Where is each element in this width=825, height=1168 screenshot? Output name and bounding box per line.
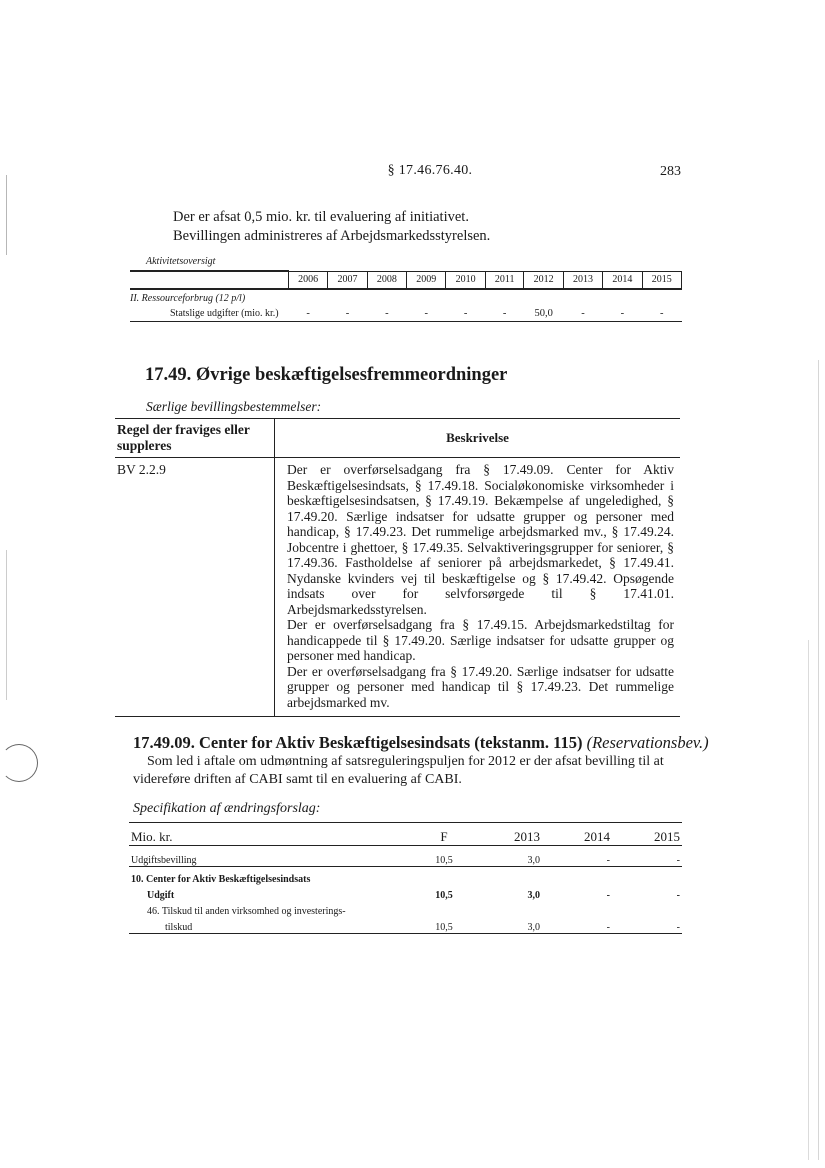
spec-table [129,822,682,934]
col-header-rule: Regel der fraviges eller suppleres [115,419,275,458]
year-cell: 2015 [642,271,681,289]
spec-row [129,846,682,867]
value-cell: - [367,306,406,322]
scan-edge-mark [6,175,7,255]
value-cell: - [563,306,602,322]
spec-header-col: 2013 [472,823,542,846]
year-cell: 2010 [446,271,485,289]
year-cell: 2012 [524,271,563,289]
value-cell: - [642,306,681,322]
subsection-title [133,733,709,753]
punch-hole-mark [0,744,38,782]
value-cell: - [485,306,524,322]
year-cell: 2008 [367,271,406,289]
spec-value: - [606,890,610,901]
value-cell: - [603,306,642,322]
scan-edge-mark [6,550,7,700]
activity-caption: Aktivitetsoversigt [146,256,216,267]
activity-row [130,289,682,306]
spec-value: 10,5 [435,890,453,901]
spec-row-label: Udgift [147,890,175,901]
activity-table [130,270,682,322]
subsection-title-main: 17.49.09. Center for Aktiv Beskæftigelsesindsats (tekstanm. 115) [133,733,583,752]
spec-header-col: F [416,823,472,846]
spec-value: - [612,917,682,934]
spec-row-label: tilskud [129,917,416,934]
value-cell: - [328,306,367,322]
spec-row [129,901,682,917]
rule-cell: BV 2.2.9 [115,458,275,717]
year-cell: 2009 [407,271,446,289]
spec-row-label: 46. Tilskud til anden virksomhed og investerings- [147,906,346,917]
spec-value: - [676,890,680,901]
year-cell: 2011 [485,271,524,289]
spec-row-label: Udgiftsbevilling [129,846,416,867]
value-cell: - [407,306,446,322]
description-paragraph: Der er overførselsadgang fra § 17.49.20. Særlige indsatser for udsatte grupper og personer med handicap til § 17.49.23. Det rummelige arbejdsmarked mv. [287,663,674,710]
provisions-row [115,458,680,717]
value-cell: - [289,306,328,322]
page-number: 283 [660,164,681,179]
spec-row-label: 10. Center for Aktiv Beskæftigelsesindsats [131,874,311,885]
provisions-header-row [115,419,680,458]
value-cell: - [446,306,485,322]
subsection-paragraph: Som led i aftale om udmøntning af satsreguleringspuljen for 2012 er der afsat bevilling til at videreføre driften af CABI samt til en evaluering af CABI. [133,754,664,787]
value-cell: 50,0 [524,306,563,322]
spec-value: 3,0 [472,917,542,934]
spec-header-col: 2015 [612,823,682,846]
spec-row [129,885,682,901]
section-title: 17.49. Øvrige beskæftigelsesfremmeordninger [145,365,508,385]
year-cell: 2014 [603,271,642,289]
description-paragraph: Der er overførselsadgang fra § 17.49.09. Center for Aktiv Beskæftigelsesindsats, § 17.49.18. Socialøkonomiske virksomheder i beskæftigelsesindsatsen, § 17.49.19. Bekæmpelse af ungeledighed, § 17.49.20. Særlige indsatser for udsatte grupper og personer med handicap, § 17.49.23. Det rummelige arbejdsmarked mv., § 17.49.24. Jobcentre i ghettoer, § 17.49.35. Selvaktiveringsgrupper for seniorer, § 17.49.36. Fastholdelse af seniorer på arbejdsmarkedet, § 17.49.41. Nydanske kvinders vej til beskæftigelse og § 17.49.42. Opsøgende indsats over for selvforsørgede til § 17.41.01. Arbejdsmarkedsstyrelsen. [287,462,674,617]
description-cell [275,458,681,717]
spec-header-label: Mio. kr. [129,823,416,846]
description-paragraph: Der er overførselsadgang fra § 17.49.15. Arbejdsmarkedstiltag for handicappede til § 17.49.20. Særlige indsatser for udsatte grupper og personer med handicap. [287,617,674,663]
spec-caption: Specifikation af ændringsforslag: [133,801,321,816]
spec-value: 3,0 [472,846,542,867]
provisions-table [115,418,680,717]
row-label: II. Ressourceforbrug (12 p/l) [130,292,246,304]
spec-value: - [612,846,682,867]
intro-line: Bevillingen administreres af Arbejdsmarkedsstyrelsen. [173,228,491,244]
scan-edge-mark [808,640,809,1160]
spec-value: - [542,917,612,934]
spec-value: - [542,846,612,867]
spec-value: 10,5 [416,917,472,934]
special-provisions-caption: Særlige bevillingsbestemmelser: [146,399,322,414]
activity-header-blank [130,271,289,289]
section-header: § 17.46.76.40. [387,163,473,178]
col-header-description: Beskrivelse [446,430,509,445]
spec-row [129,917,682,934]
year-cell: 2013 [563,271,602,289]
intro-line: Der er afsat 0,5 mio. kr. til evaluering af initiativet. [173,209,469,225]
spec-value: 3,0 [527,890,540,901]
subsection-title-note: (Reservationsbev.) [586,733,709,752]
scan-edge-mark [818,360,819,1160]
spec-header-col: 2014 [542,823,612,846]
activity-row [130,306,682,322]
spec-value: 10,5 [416,846,472,867]
spec-row [129,867,682,886]
year-cell: 2006 [289,271,328,289]
spec-header-row [129,823,682,846]
year-cell: 2007 [328,271,367,289]
row-label: Statslige udgifter (mio. kr.) [130,306,289,322]
activity-header-row [130,271,682,289]
intro-text [173,208,490,246]
